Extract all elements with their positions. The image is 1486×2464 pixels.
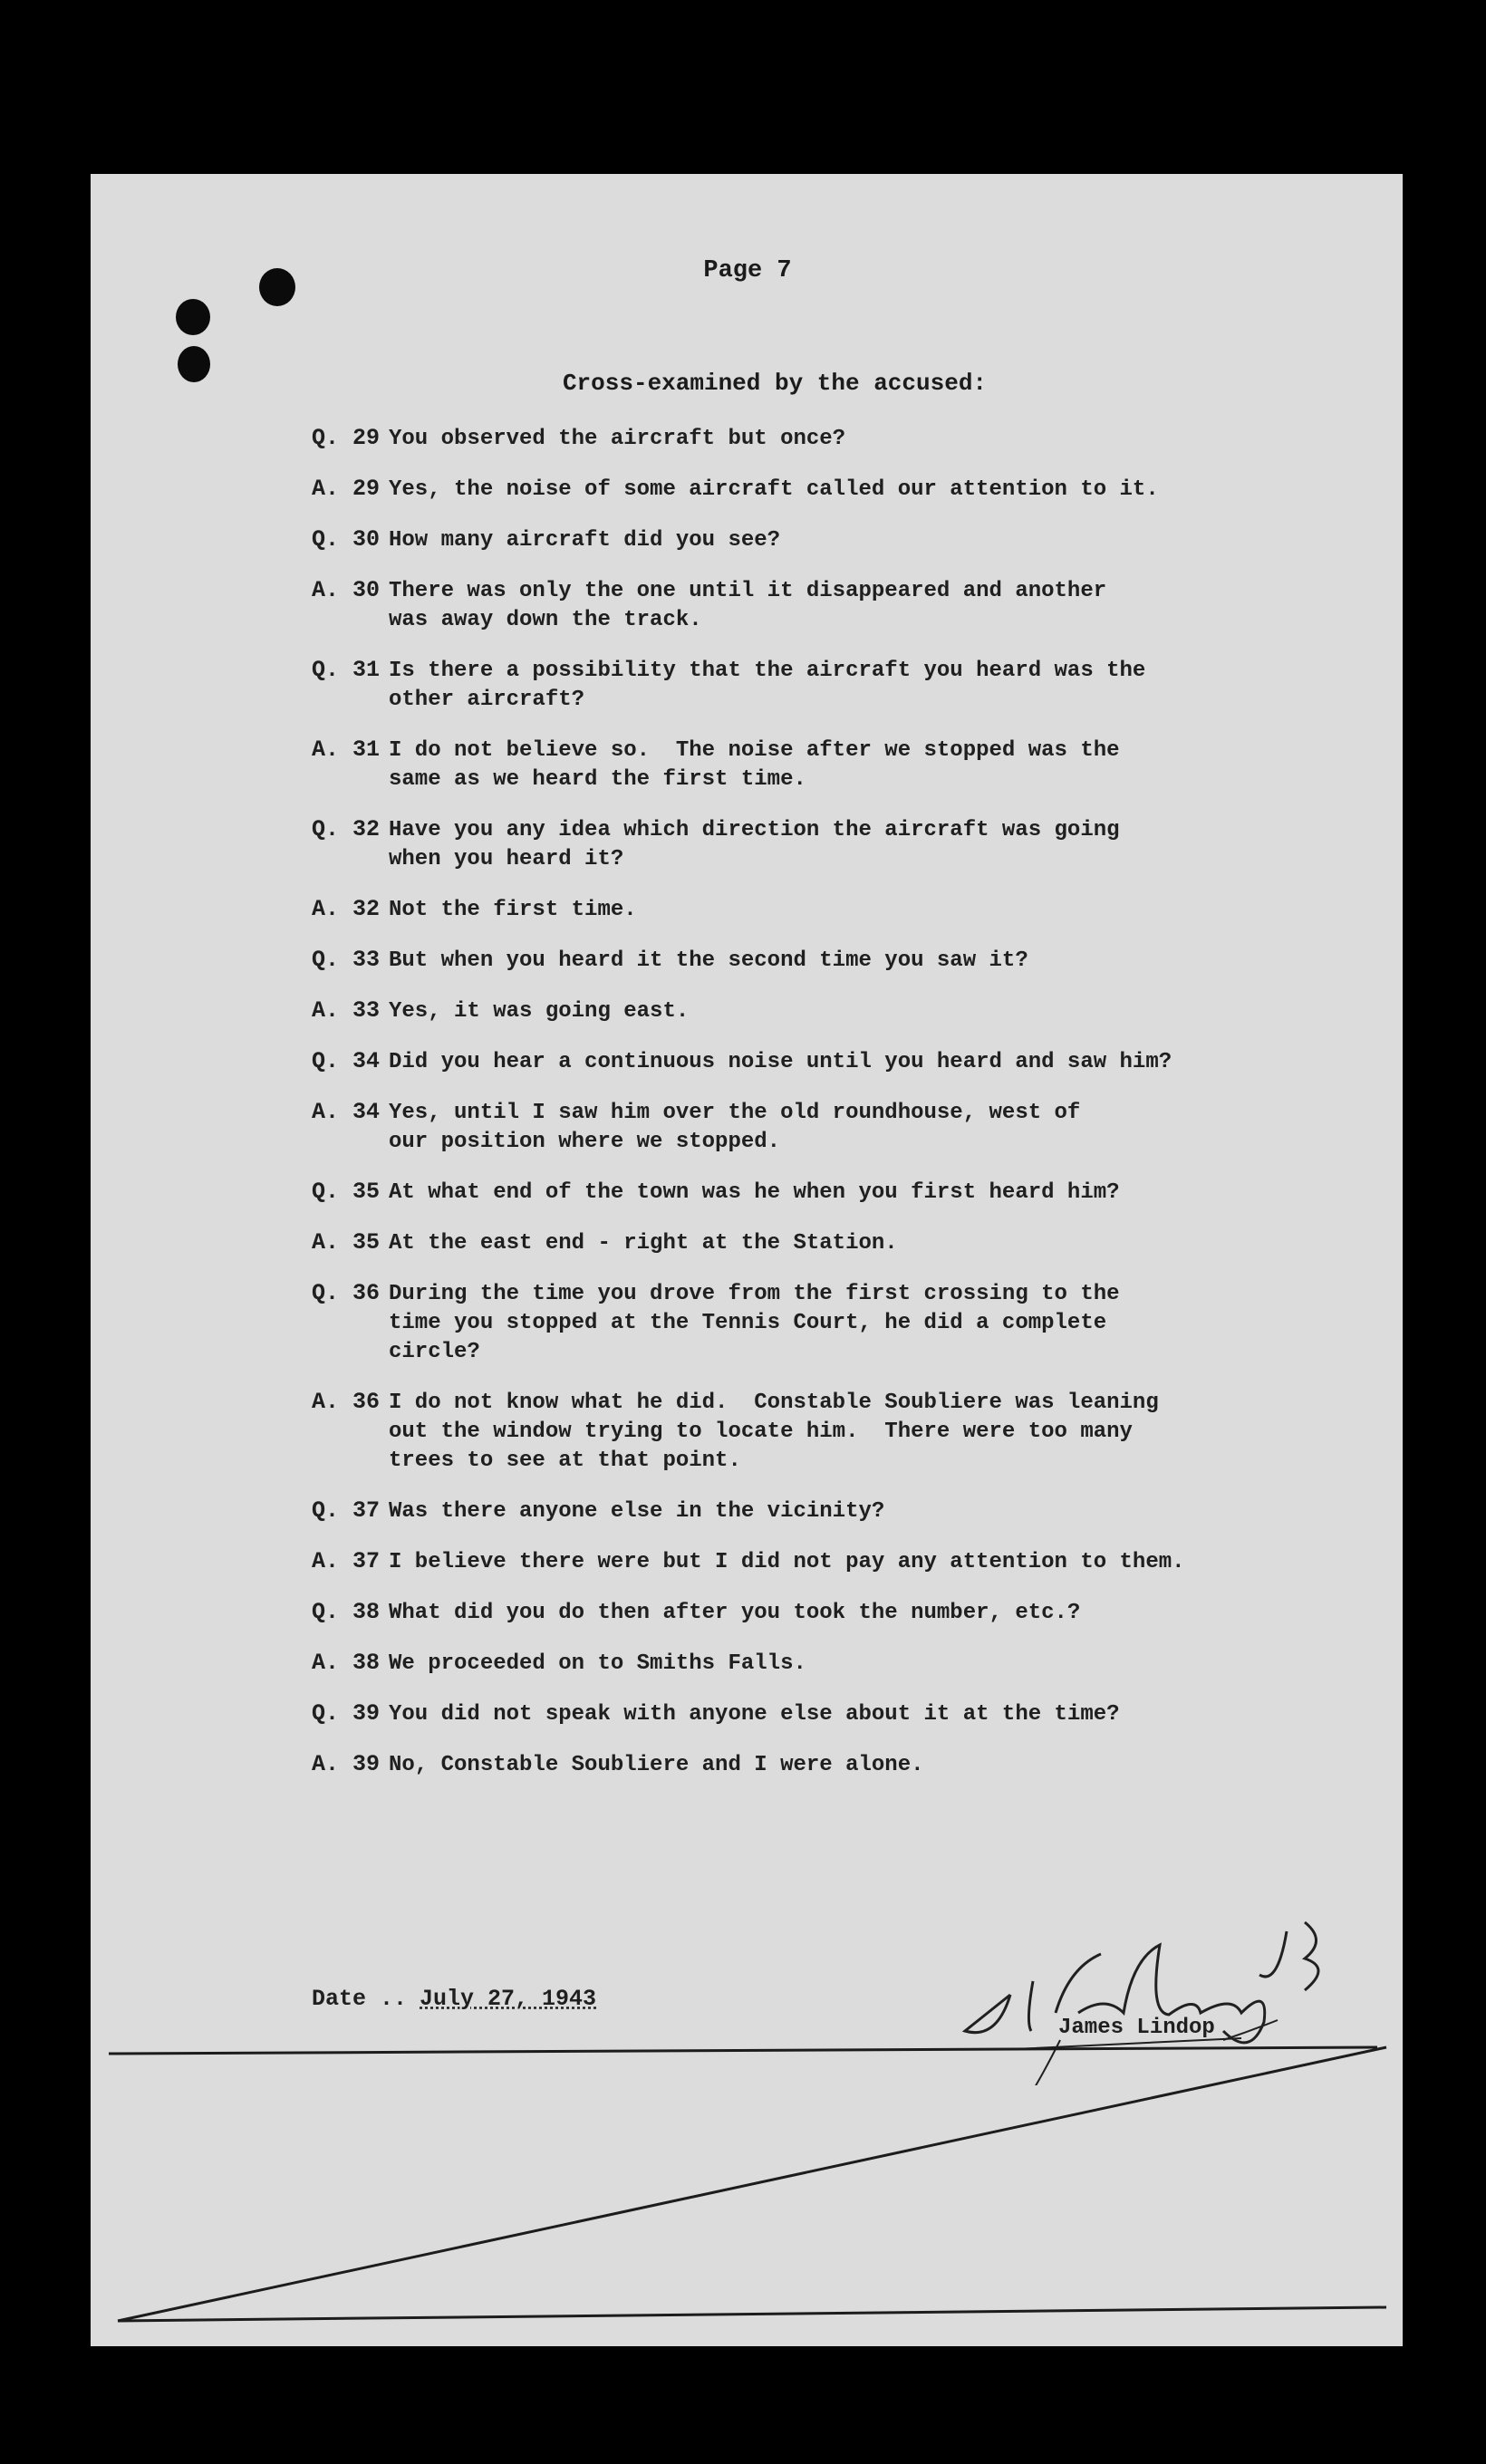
qa-label: A. 32 [312, 896, 381, 922]
qa-text: Yes, until I saw him over the old roundhouse, west of our position where we stopped. [389, 1101, 1081, 1154]
qa-label: Q. 37 [312, 1497, 381, 1524]
qa-item [312, 577, 1381, 635]
qa-label: Q. 30 [312, 526, 381, 553]
qa-item [312, 657, 1381, 715]
qa-text: No, Constable Soubliere and I were alone. [389, 1753, 924, 1777]
qa-item [312, 997, 1381, 1026]
qa-label: Q. 34 [312, 1048, 381, 1074]
qa-text: Have you any idea which direction the aircraft was going when you heard it? [389, 818, 1120, 871]
qa-item [312, 736, 1381, 794]
qa-item [312, 1179, 1381, 1208]
qa-text: But when you heard it the second time you saw it? [389, 948, 1028, 973]
qa-label: A. 38 [312, 1650, 381, 1676]
qa-text: Did you hear a continuous noise until you heard and saw him? [389, 1050, 1172, 1074]
qa-text: We proceeded on to Smiths Falls. [389, 1651, 806, 1676]
qa-label: Q. 38 [312, 1599, 381, 1625]
document-page [91, 174, 1403, 2346]
qa-label: A. 33 [312, 997, 381, 1024]
date-value: July 27, 1943 [420, 1986, 597, 2012]
qa-label: Q. 36 [312, 1280, 381, 1306]
qa-item [312, 1650, 1381, 1679]
qa-item [312, 476, 1381, 505]
qa-label: A. 36 [312, 1389, 381, 1415]
qa-label: Q. 33 [312, 947, 381, 973]
qa-item [312, 1099, 1381, 1157]
punch-hole [176, 299, 210, 335]
qa-item [312, 816, 1381, 874]
qa-label: Q. 32 [312, 816, 381, 842]
qa-item [312, 1497, 1381, 1526]
qa-label: Q. 29 [312, 425, 381, 451]
qa-text: During the time you drove from the first crossing to the time you stopped at the Tennis Court, he did a complete circle? [389, 1282, 1120, 1364]
qa-text: What did you do then after you took the number, etc.? [389, 1601, 1081, 1625]
signer-name: James Lindop [1058, 2016, 1215, 2040]
qa-label: A. 37 [312, 1548, 381, 1574]
qa-label: A. 35 [312, 1229, 381, 1256]
qa-text: You observed the aircraft but once? [389, 427, 846, 451]
qa-label: A. 29 [312, 476, 381, 502]
qa-label: Q. 35 [312, 1179, 381, 1205]
qa-item [312, 425, 1381, 454]
qa-text: I do not know what he did. Constable Soubliere was leaning out the window trying to locate him. There were too many trees to see at that point. [389, 1391, 1159, 1473]
qa-item [312, 1048, 1381, 1077]
page-number: Page 7 [703, 257, 792, 284]
qa-item [312, 947, 1381, 976]
qa-item [312, 526, 1381, 555]
qa-text: Yes, it was going east. [389, 999, 690, 1024]
qa-item [312, 896, 1381, 925]
qa-text: At what end of the town was he when you first heard him? [389, 1180, 1120, 1205]
qa-text: At the east end - right at the Station. [389, 1231, 898, 1256]
cancellation-cross [91, 2031, 1403, 2346]
qa-text: Is there a possibility that the aircraft you heard was the other aircraft? [389, 659, 1146, 712]
date-line [312, 1986, 596, 2012]
date-label: Date .. [312, 1986, 408, 2012]
qa-list [312, 425, 1381, 1802]
qa-text: How many aircraft did you see? [389, 528, 781, 553]
qa-text: I believe there were but I did not pay any attention to them. [389, 1550, 1185, 1574]
qa-text: I do not believe so. The noise after we stopped was the same as we heard the first time. [389, 738, 1120, 792]
qa-label: Q. 31 [312, 657, 381, 683]
qa-item [312, 1599, 1381, 1628]
qa-label: Q. 39 [312, 1700, 381, 1727]
section-heading: Cross-examined by the accused: [562, 370, 988, 397]
qa-label: A. 39 [312, 1751, 381, 1777]
qa-text: Not the first time. [389, 898, 637, 922]
qa-item [312, 1280, 1381, 1367]
qa-item [312, 1548, 1381, 1577]
qa-item [312, 1389, 1381, 1476]
qa-label: A. 34 [312, 1099, 381, 1125]
qa-text: Yes, the noise of some aircraft called our attention to it. [389, 477, 1159, 502]
qa-item [312, 1700, 1381, 1729]
qa-text: You did not speak with anyone else about it at the time? [389, 1702, 1120, 1727]
qa-text: Was there anyone else in the vicinity? [389, 1499, 885, 1524]
qa-item [312, 1229, 1381, 1258]
qa-text: There was only the one until it disappeared and another was away down the track. [389, 579, 1107, 632]
qa-label: A. 30 [312, 577, 381, 603]
qa-item [312, 1751, 1381, 1780]
qa-label: A. 31 [312, 736, 381, 763]
